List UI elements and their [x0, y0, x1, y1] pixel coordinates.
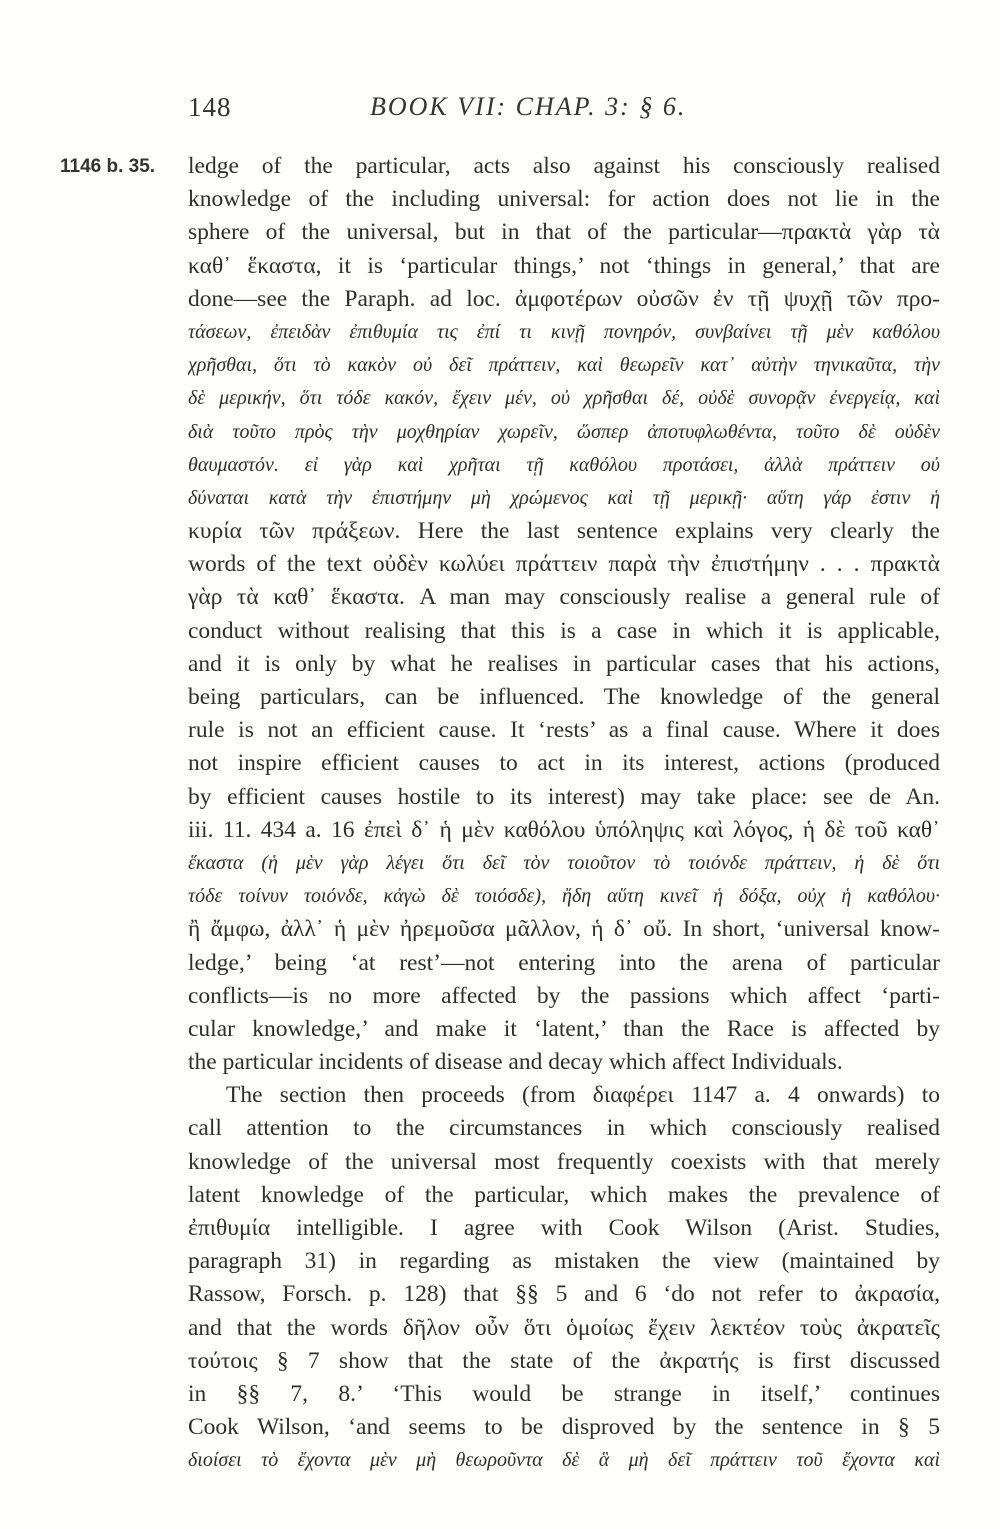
text-line: conflicts—is no more affected by the passions which affect ‘parti- [188, 982, 940, 1009]
text-line: ἐπιθυμία intelligible. I agree with Cook Wilson (Arist. Studies, [188, 1215, 940, 1241]
text-line: ledge of the particular, acts also against his consciously realised [188, 153, 940, 179]
text-line: διὰ τοῦτο πρὸς τὴν μοχθηρίαν χωρεῖν, ὥσπερ ἀποτυφλωθέντα, τοῦτο δὲ οὐδὲν [188, 420, 940, 443]
text-line: and it is only by what he realises in particular cases that his actions, [188, 650, 940, 677]
text-line: ἕκαστα (ἡ μὲν γὰρ λέγει ὅτι δεῖ τὸν τοιοῦτον τὸ τοιόνδε πράττειν, ἡ δὲ ὅτι [188, 851, 940, 874]
text-line: Cook Wilson, ‘and seems to be disproved by the sentence in § 5 [188, 1414, 940, 1441]
text-line: ledge,’ being ‘at rest’—not entering into the arena of particular [188, 949, 940, 976]
text-line: κυρία τῶν πράξεων. Here the last sentence explains very clearly the [188, 518, 940, 545]
text-line: not inspire efficient causes to act in its interest, actions (produced [188, 750, 940, 777]
running-head: BOOK VII: CHAP. 3: § 6. [370, 92, 687, 121]
text-line: τόδε τοίνυν τοιόνδε, κἀγὼ δὲ τοιόσδε), ἤδη αὕτη κινεῖ ἡ δόξα, οὐχ ἡ καθόλου· [188, 885, 940, 908]
text-line: the particular incidents of disease and decay which affect Individuals. [188, 1049, 843, 1076]
page-header [188, 92, 948, 132]
text-line: rule is not an efficient cause. It ‘rests’ as a final cause. Where it does [188, 717, 940, 744]
text-line: ἢ ἄμφω, ἀλλ᾽ ἡ μὲν ἠρεμοῦσα μᾶλλον, ἡ δ᾽ οὔ. In short, ‘universal know- [188, 916, 940, 943]
text-line: iii. 11. 434 a. 16 ἐπεὶ δ᾽ ἡ μὲν καθόλου ὑπόληψις καὶ λόγος, ἡ δὲ τοῦ καθ᾽ [188, 816, 940, 843]
text-line: knowledge of the universal most frequently coexists with that merely [188, 1148, 940, 1175]
text-line: latent knowledge of the particular, which makes the prevalence of [188, 1181, 940, 1208]
page-number: 148 [188, 92, 232, 122]
text-line: θαυμαστόν. εἰ γὰρ καὶ χρῆται τῇ καθόλου προτάσει, ἀλλὰ πράττειν οὐ [188, 453, 940, 476]
text-line: δὲ μερικήν, ὅτι τόδε κακόν, ἔχειν μέν, οὐ χρῆσθαι δέ, οὐδὲ συνορᾷν ἐνεργείᾳ, καὶ [188, 387, 940, 410]
text-line: words of the text οὐδὲν κωλύει πράττειν παρὰ τὴν ἐπιστήμην . . . πρακτὰ [188, 551, 940, 578]
text-line: knowledge of the including universal: for action does not lie in the [188, 186, 940, 213]
text-line: by efficient causes hostile to its interest) may take place: see de An. [188, 783, 940, 810]
text-line: καθ᾽ ἕκαστα, it is ‘particular things,’ not ‘things in general,’ that are [188, 252, 940, 279]
text-line: being particulars, can be influenced. The knowledge of the general [188, 684, 940, 710]
text-line: call attention to the circumstances in which consciously realised [188, 1115, 940, 1142]
text-line: διοίσει τὸ ἔχοντα μὲν μὴ θεωροῦντα δὲ ἃ μὴ δεῖ πράττειν τοῦ ἔχοντα καὶ [188, 1449, 940, 1472]
text-line: γὰρ τὰ καθ᾽ ἕκαστα. A man may consciously realise a general rule of [188, 584, 940, 611]
text-line: and that the words δῆλον οὖν ὅτι ὁμοίως ἔχειν λεκτέον τοὺς ἀκρατεῖς [188, 1314, 940, 1341]
text-line: Rassow, Forsch. p. 128) that §§ 5 and 6 ‘do not refer to ἀκρασία, [188, 1281, 940, 1308]
text-line: δύναται κατὰ τὴν ἐπιστήμην μὴ χρώμενος καὶ τῇ μερικῇ· αὕτη γάρ ἐστιν ἡ [188, 486, 940, 509]
text-line: χρῆσθαι, ὅτι τὸ κακὸν οὐ δεῖ πράττειν, καὶ θεωρεῖν κατ᾽ αὐτὴν τηνικαῦτα, τὴν [188, 354, 940, 377]
body-text [188, 150, 940, 1478]
text-line: τούτοις § 7 show that the state of the ἀκρατής is first discussed [188, 1347, 940, 1374]
text-line: τάσεων, ἐπειδὰν ἐπιθυμία τις ἐπί τι κινῇ πονηρόν, συνβαίνει τῇ μὲν καθόλου [188, 320, 940, 343]
margin-reference: 1146 b. 35. [60, 156, 156, 177]
text-line: cular knowledge,’ and make it ‘latent,’ than the Race is affected by [188, 1015, 940, 1042]
text-line: conduct without realising that this is a case in which it is applicable, [188, 617, 940, 644]
text-line: The section then proceeds (from διαφέρει 1147 a. 4 onwards) to [226, 1082, 940, 1109]
text-line: in §§ 7, 8.’ ‘This would be strange in itself,’ continues [188, 1380, 940, 1407]
text-line: sphere of the universal, but in that of the particular—πρακτὰ γὰρ τὰ [188, 219, 940, 246]
text-line: paragraph 31) in regarding as mistaken the view (maintained by [188, 1248, 940, 1275]
text-line: done—see the Paraph. ad loc. ἀμφοτέρων οὐσῶν ἐν τῇ ψυχῇ τῶν προ- [188, 285, 940, 312]
